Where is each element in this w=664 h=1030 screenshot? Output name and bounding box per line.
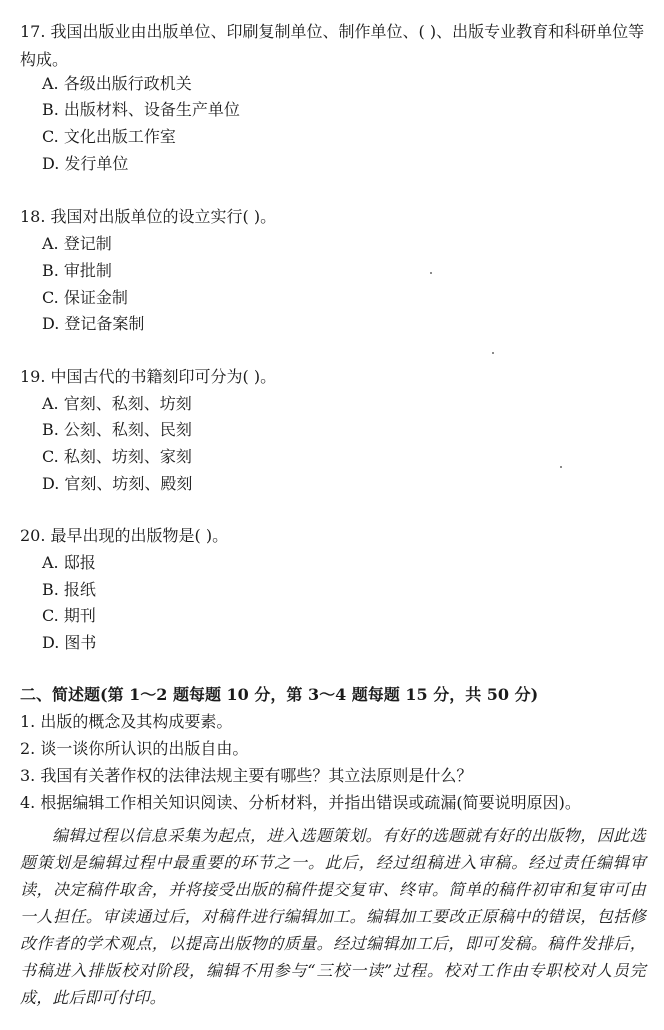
question-20-option-a: A. 邸报 [42, 553, 96, 572]
scan-speck [430, 272, 432, 274]
question-18-option-b: B. 审批制 [42, 261, 112, 280]
short-answer-1: 1. 出版的概念及其构成要素。 [20, 712, 233, 731]
question-19-option-b: B. 公刻、私刻、民刻 [42, 420, 192, 439]
question-17-option-b: B. 出版材料、设备生产单位 [42, 100, 240, 119]
question-17-option-a: A. 各级出版行政机关 [42, 74, 192, 93]
scan-speck [560, 466, 562, 468]
section-2-title: 二、简述题(第 1～2 题每题 10 分，第 3～4 题每题 15 分，共 50 分) [20, 685, 539, 704]
question-18-option-d: D. 登记备案制 [42, 314, 145, 333]
scan-speck [492, 352, 494, 354]
reading-material-paragraph: 编辑过程以信息采集为起点，进入选题策划。有好的选题就有好的出版物，因此选题策划是编辑过程中最重要的环节之一。此后，经过组稿进入审稿。经过责任编辑审读，决定稿件取舍，并将接受出版的稿件提交复审、终审。简单的稿件初审和复审可由一人担任。审读通过后，对稿件进行编辑加工。编辑加工要改正原稿中的错误，包括修改作者的学术观点，以提高出版物的质量。经过编辑加工后，即可发稿。稿件发排后，书稿进入排版校对阶段，编辑不用参与“三校一读”过程。校对工作由专职校对人员完成，此后即可付印。 [20, 826, 646, 1007]
short-answer-2: 2. 谈一谈你所认识的出版自由。 [20, 739, 249, 758]
short-answer-3: 3. 我国有关著作权的法律法规主要有哪些？其立法原则是什么？ [20, 766, 473, 785]
question-19-stem: 19. 中国古代的书籍刻印可分为( )。 [20, 367, 277, 386]
question-17-option-d: D. 发行单位 [42, 154, 129, 173]
question-20-option-b: B. 报纸 [42, 580, 96, 599]
question-17-stem: 17. 我国出版业由出版单位、印刷复制单位、制作单位、( )、出版专业教育和科研单位等构成。 [20, 22, 645, 69]
question-19-option-c: C. 私刻、坊刻、家刻 [42, 447, 192, 466]
question-20-stem: 20. 最早出现的出版物是( )。 [20, 526, 229, 545]
question-18-stem: 18. 我国对出版单位的设立实行( )。 [20, 207, 277, 226]
question-20-option-d: D. 图书 [42, 633, 97, 652]
question-17-option-c: C. 文化出版工作室 [42, 127, 176, 146]
question-20-option-c: C. 期刊 [42, 606, 96, 625]
short-answer-4: 4. 根据编辑工作相关知识阅读、分析材料，并指出错误或疏漏(简要说明原因)。 [20, 793, 581, 812]
question-18-option-c: C. 保证金制 [42, 288, 128, 307]
question-19-option-a: A. 官刻、私刻、坊刻 [42, 394, 192, 413]
question-19-option-d: D. 官刻、坊刻、殿刻 [42, 474, 193, 493]
question-18-option-a: A. 登记制 [42, 234, 112, 253]
